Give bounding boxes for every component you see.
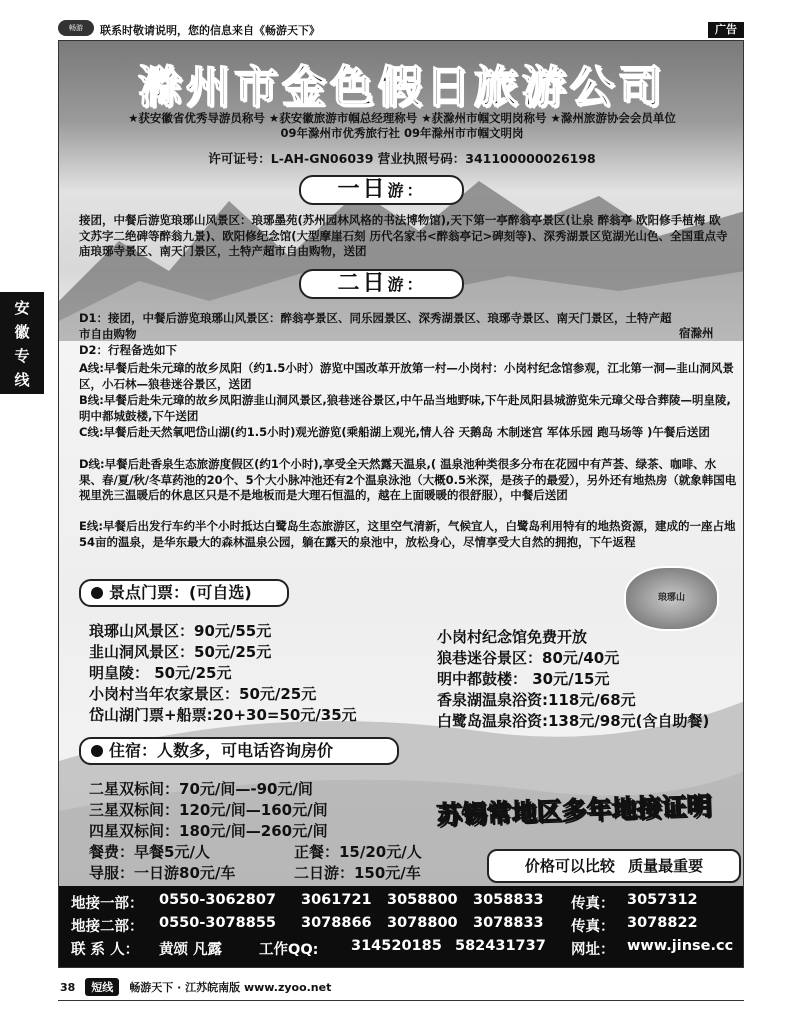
phone-number: 3061721 bbox=[301, 892, 372, 908]
ad-label: 广告 bbox=[708, 22, 744, 38]
fax-number: 3057312 bbox=[627, 892, 698, 908]
phone-number: 3078866 bbox=[301, 915, 372, 931]
ticket-price: 小岗村当年农家景区：50元/25元 bbox=[89, 685, 317, 703]
website-url: www.jinse.cc bbox=[627, 938, 734, 954]
route-label: E线: bbox=[79, 519, 103, 533]
route-label: A线: bbox=[79, 361, 104, 375]
two-day-tour-heading bbox=[299, 269, 464, 299]
slogan-banner: 苏锡常地区多年地接证明 bbox=[436, 791, 712, 830]
route-text: 早餐后赴天然氧吧岱山湖(约1.5小时)观光游览(乘船湖上观光,情人谷 天鹅岛 木制迷宫 军体乐园 跑马场等 )午餐后送团 bbox=[103, 425, 710, 439]
section-tag: 短线 bbox=[85, 978, 119, 996]
ticket-price: 香泉湖温泉浴资:118元/68元 bbox=[437, 691, 636, 709]
page-number: 38 bbox=[60, 980, 76, 994]
section-side-tab bbox=[0, 292, 44, 394]
breakfast-fee: 餐费：早餐5元/人 bbox=[89, 843, 210, 861]
tickets-heading-text: 景点门票：(可自选) bbox=[109, 583, 252, 602]
one-day-tour-heading bbox=[299, 175, 464, 205]
qq-label: 工作QQ: bbox=[259, 942, 319, 958]
contact-bar bbox=[59, 886, 744, 968]
footer-divider bbox=[58, 1000, 744, 1001]
guide-fee-one-day: 导服：一日游80元/车 bbox=[89, 864, 236, 882]
lodging-heading bbox=[79, 737, 399, 765]
ticket-price: 小岗村纪念馆免费开放 bbox=[437, 628, 588, 646]
ticket-price: 韭山洞风景区：50元/25元 bbox=[89, 643, 272, 661]
route-text: 早餐后出发行车约半个小时抵达白鹭岛生态旅游区，这里空气清新，气候宜人，白鹭岛利用特有的地热资源，建成的一座占地54亩的温泉，是华东最大的森林温泉公园，躺在露天的泉池中，放松身心，尽情享受大自然的拥抱，下午返程 bbox=[79, 519, 736, 549]
travel-ad bbox=[58, 40, 744, 968]
guide-fee-two-day: 二日游：150元/车 bbox=[294, 864, 421, 882]
license-info: 许可证号：L-AH-GN06039 营业执照号码：341100000026198 bbox=[208, 151, 596, 166]
contact-row-dept2 bbox=[71, 915, 744, 938]
route-item bbox=[79, 425, 739, 441]
phone-number: 3058833 bbox=[473, 892, 544, 908]
ticket-price: 岱山湖门票+船票:20+30=50元/35元 bbox=[89, 706, 357, 724]
langya-stone-photo bbox=[624, 566, 719, 631]
qq-number: 582431737 bbox=[455, 938, 546, 954]
lodging-heading-text: 住宿：人数多，可电话咨询房价 bbox=[109, 741, 334, 760]
day2-heading: D2：行程备选如下 bbox=[79, 343, 178, 357]
price-quality-badge: 价格可以比较 质量最重要 bbox=[487, 849, 741, 883]
room-price: 三星双标间：120元/间—160元/间 bbox=[89, 801, 328, 819]
stone-inscription: 琅琊山 bbox=[657, 593, 685, 603]
ticket-price: 狼巷迷谷景区：80元/40元 bbox=[437, 649, 620, 667]
meal-fee: 正餐：15/20元/人 bbox=[294, 843, 422, 861]
bullet-icon bbox=[91, 745, 103, 757]
company-honors bbox=[59, 111, 744, 141]
route-item bbox=[79, 519, 739, 550]
side-tab-char: 安 bbox=[14, 299, 30, 317]
ticket-price-list-left bbox=[89, 621, 357, 726]
phone-number: 3058800 bbox=[387, 892, 458, 908]
contact-label: 地接二部： bbox=[71, 919, 144, 935]
footer-text: 畅游天下 · 江苏皖南版 www.zyoo.net bbox=[129, 981, 332, 994]
website-label: 网址： bbox=[571, 942, 615, 958]
route-text: 早餐后赴朱元璋的故乡凤阳（约1.5小时）游览中国改革开放第一村—小岗村：小岗村纪念馆参观，江北第一洞—韭山洞风景区，小石林—狼巷迷谷景区，送团 bbox=[79, 361, 734, 391]
phone-number: 0550-3062807 bbox=[159, 892, 276, 908]
phone-number: 0550-3078855 bbox=[159, 915, 276, 931]
ticket-price: 明皇陵： 50元/25元 bbox=[89, 664, 232, 682]
heading-suffix: 游： bbox=[387, 275, 426, 294]
contact-label: 联 系 人： bbox=[71, 942, 140, 958]
contact-label: 地接一部： bbox=[71, 896, 144, 912]
phone-number: 3078800 bbox=[387, 915, 458, 931]
fax-number: 3078822 bbox=[627, 915, 698, 931]
ticket-price: 琅琊山风景区：90元/55元 bbox=[89, 622, 272, 640]
side-tab-char: 专 bbox=[14, 347, 30, 365]
room-price: 四星双标间：180元/间—260元/间 bbox=[89, 822, 328, 840]
fax-label: 传真： bbox=[571, 896, 615, 912]
contact-row-people bbox=[71, 938, 744, 961]
bullet-icon bbox=[91, 587, 103, 599]
ticket-price: 明中都鼓楼： 30元/15元 bbox=[437, 670, 610, 688]
route-label: C线: bbox=[79, 425, 104, 439]
phone-number: 3078833 bbox=[473, 915, 544, 931]
side-tab-char: 徽 bbox=[14, 323, 30, 341]
route-text: 早餐后赴朱元璋的故乡凤阳游韭山洞风景区,狼巷迷谷景区,中午品当地野味,下午赴凤阳县城游览朱元璋父母合葬陵—明皇陵,明中都城鼓楼,下午送团 bbox=[79, 393, 731, 423]
fax-label: 传真： bbox=[571, 919, 615, 935]
route-item bbox=[79, 393, 739, 424]
side-tab-char: 线 bbox=[14, 371, 30, 389]
ticket-price-list-right bbox=[437, 627, 709, 732]
heading-suffix: 游： bbox=[387, 181, 426, 200]
honors-line: ★获安徽省优秀导游员称号 ★获安徽旅游市帼总经理称号 ★获滁州市帼文明岗称号 ★滁州旅游协会会员单位 bbox=[128, 111, 676, 125]
route-item bbox=[79, 361, 739, 392]
day1-itinerary: D1：接团，中餐后游览琅琊山风景区：醉翁亭景区、同乐园景区、深秀湖景区、琅琊寺景区、南天门景区，土特产超市自由购物 bbox=[79, 311, 672, 341]
ticket-price: 白鹭岛温泉浴资:138元/98元(含自助餐) bbox=[437, 712, 710, 730]
honors-line: 09年滁州市优秀旅行社 09年滁州市市帼文明岗 bbox=[280, 126, 524, 140]
source-note: 联系时敬请说明，您的信息来自《畅游天下》 bbox=[100, 24, 320, 37]
route-label: B线: bbox=[79, 393, 104, 407]
route-item bbox=[79, 457, 739, 504]
one-day-description: 接团，中餐后游览琅琊山风景区：琅琊墨苑(苏州园林风格的书法博物馆),天下第一亭醉翁亭景区(让泉 醉翁亭 欧阳修手植梅 欧文苏字二绝碑等醉翁九景)、欧阳修纪念馆(大型摩崖石刻 历代名家书<醉翁亭记>碑刻等)、深秀湖景区览湖光山色、全国重点寺庙琅琊寺景区、南天门景区，土特产超市自由购物，送团 bbox=[79, 213, 728, 258]
room-price-list bbox=[89, 779, 422, 884]
page-footer bbox=[60, 978, 331, 996]
company-name: 滁州市金色假日旅游公司 bbox=[138, 62, 666, 113]
heading-main: 一日 bbox=[337, 177, 388, 202]
day1-stay: 宿滁州 bbox=[679, 326, 714, 340]
route-text: 早餐后赴香泉生态旅游度假区(约1个小时),享受全天然露天温泉,( 温泉池种类很多分布在花园中有芦荟、绿茶、咖啡、水果、春/夏/秋/冬草药池的20个、5个大小脉冲池还有2个温泉泳池（大概0.5米深，是孩子的最爱），另外还有地热房（就象韩国电视里洗三温暖后的休息区只是不是地板而是大理石恒温的，越在上面暖暖的很舒服），中餐后送团 bbox=[79, 457, 737, 502]
contact-row-dept1 bbox=[71, 892, 744, 915]
heading-main: 二日 bbox=[337, 271, 388, 296]
meal-fee-row bbox=[89, 842, 422, 863]
tickets-heading bbox=[79, 579, 289, 607]
page-header bbox=[0, 0, 800, 40]
guide-fee-row bbox=[89, 863, 421, 884]
contact-names: 黄颂 凡露 bbox=[159, 942, 223, 958]
route-label: D线: bbox=[79, 457, 105, 471]
room-price: 二星双标间：70元/间—-90元/间 bbox=[89, 780, 313, 798]
qq-number: 314520185 bbox=[351, 938, 442, 954]
magazine-logo: 畅游 bbox=[58, 20, 94, 36]
